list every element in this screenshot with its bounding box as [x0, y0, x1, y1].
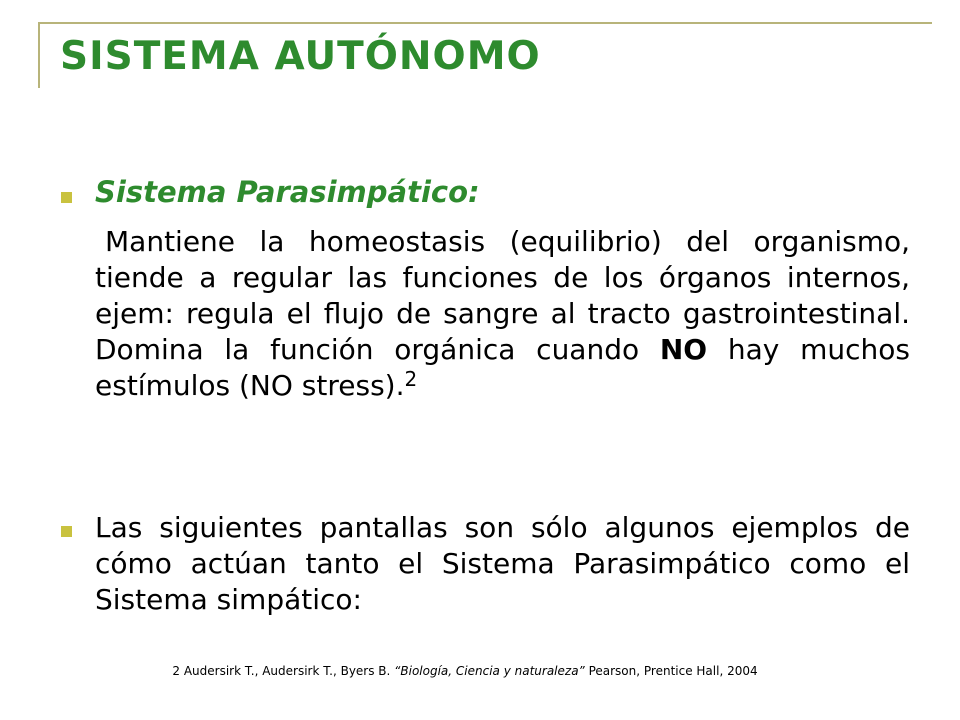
description-text: Mantiene la homeostasis (equilibrio) del organismo, tiende a regular las funciones de los órganos internos, ejem: regula el flujo de sangre al tracto gastrointestinal. Domina la función orgánica cuando	[95, 225, 910, 366]
slide-title: SISTEMA AUTÓNOMO	[60, 34, 541, 79]
description-text-end: hay muchos estímulos (NO stress).	[95, 333, 910, 402]
bullet-text-examples: Las siguientes pantallas son sólo algunos ejemplos de cómo actúan tanto el Sistema Parasimpático como el Sistema simpático:	[95, 511, 910, 616]
bullet-square-icon	[61, 526, 72, 537]
frame-top-line	[38, 22, 932, 24]
emphasis-no: NO	[659, 333, 708, 366]
frame-left-line	[38, 22, 40, 88]
parasimpatico-description	[95, 224, 910, 404]
citation-book-title: “Biología, Ciencia y naturaleza”	[394, 664, 585, 678]
footnote-citation	[0, 664, 930, 678]
bullet-square-icon	[61, 192, 72, 203]
citation-authors: 2 Audersirk T., Audersirk T., Byers B.	[172, 664, 395, 678]
footnote-reference: 2	[404, 367, 418, 391]
citation-publisher: Pearson, Prentice Hall, 2004	[584, 664, 758, 678]
bullet-heading-parasimpatico: Sistema Parasimpático:	[95, 175, 480, 209]
